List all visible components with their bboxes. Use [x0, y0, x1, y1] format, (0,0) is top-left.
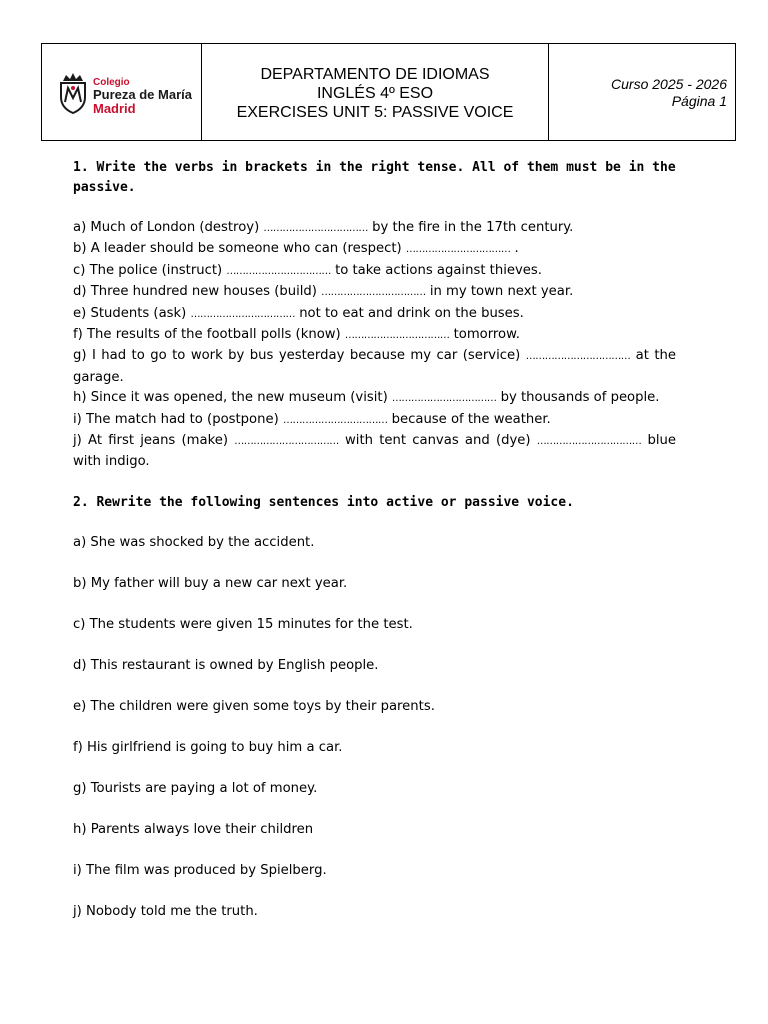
- logo-line-city: Madrid: [93, 101, 136, 116]
- item-text: g) I had to go to work by bus yesterday because my car (service): [73, 348, 526, 364]
- item-text: by thousands of people.: [496, 390, 660, 406]
- header-title-cell: [202, 44, 549, 140]
- answer-blank[interactable]: ……………………………: [536, 436, 642, 448]
- header-table: [41, 43, 736, 141]
- page-number: Página 1: [671, 93, 727, 109]
- exercise1-item: [73, 325, 676, 346]
- item-text: j) At first jeans (make): [73, 433, 235, 449]
- exercise2-item: f) His girlfriend is going to buy him a car.: [73, 739, 343, 755]
- item-text: by the fire in the 17th century.: [367, 220, 574, 235]
- exercise2-list: [73, 533, 676, 922]
- department-title: DEPARTAMENTO DE IDIOMAS: [260, 66, 490, 83]
- worksheet-content: [73, 158, 676, 943]
- exercise1-item: [73, 410, 676, 431]
- exercise2-item: i) The film was produced by Spielberg.: [73, 862, 327, 878]
- exercise2-item: d) This restaurant is owned by English people.: [73, 657, 379, 673]
- item-text: a) Much of London (destroy): [73, 220, 264, 235]
- exercise1-item: [73, 388, 676, 409]
- exercise2-item: h) Parents always love their children: [73, 821, 314, 837]
- exercise2-item: g) Tourists are paying a lot of money.: [73, 780, 318, 796]
- item-text: because of the weather.: [387, 411, 551, 427]
- item-text: b) A leader should be someone who can (respect): [73, 241, 406, 257]
- exercise2-item: c) The students were given 15 minutes for the test.: [73, 616, 413, 632]
- item-text: .: [510, 241, 519, 257]
- logo-line-colegio: Colegio: [93, 77, 130, 88]
- answer-blank[interactable]: ……………………………: [190, 308, 295, 320]
- item-text: h) Since it was opened, the new museum (visit): [73, 390, 392, 406]
- exercise1-item: [73, 239, 676, 260]
- answer-blank[interactable]: ……………………………: [263, 223, 368, 234]
- exercise1-item: [73, 218, 676, 239]
- item-text: to take actions against thieves.: [330, 262, 542, 278]
- answer-blank[interactable]: ……………………………: [391, 393, 497, 405]
- item-text: not to eat and drink on the buses.: [295, 305, 524, 321]
- unit-title: EXERCISES UNIT 5: PASSIVE VOICE: [236, 104, 514, 121]
- answer-blank[interactable]: ……………………………: [226, 265, 331, 277]
- exercise2-item: e) The children were given some toys by their parents.: [73, 698, 435, 714]
- exercise1-item: [73, 431, 676, 473]
- subject-title: INGLÉS 4º ESO: [316, 85, 434, 102]
- exercise2-item: j) Nobody told me the truth.: [73, 903, 258, 919]
- item-text: c) The police (instruct): [73, 262, 227, 278]
- item-text: in my town next year.: [425, 284, 574, 300]
- item-text: e) Students (ask): [73, 305, 191, 321]
- answer-blank[interactable]: ……………………………: [282, 414, 388, 426]
- exercise2-title: 2. Rewrite the following sentences into active or passive voice.: [73, 494, 574, 510]
- item-text: tomorrow.: [449, 327, 520, 343]
- logo-line-name: Pureza de María: [93, 87, 192, 102]
- exercise1-item: [73, 304, 676, 325]
- header-info-cell: [549, 44, 735, 140]
- exercise2-item: b) My father will buy a new car next year.: [73, 575, 348, 591]
- answer-blank[interactable]: ……………………………: [321, 287, 426, 299]
- exercise2-item: a) She was shocked by the accident.: [73, 534, 315, 550]
- exercise1-list: [73, 218, 676, 473]
- item-text: i) The match had to (postpone): [73, 411, 283, 427]
- exercise1-item: [73, 346, 676, 388]
- answer-blank[interactable]: ……………………………: [405, 244, 511, 256]
- item-text: f) The results of the football polls (know): [73, 327, 345, 343]
- answer-blank[interactable]: ……………………………: [234, 436, 339, 448]
- exercise1-item: [73, 261, 676, 282]
- answer-blank[interactable]: ……………………………: [525, 351, 631, 363]
- item-text: with tent canvas and (dye): [338, 433, 537, 449]
- exercise1-title: 1. Write the verbs in brackets in the right tense. All of them must be in the passive.: [73, 160, 676, 195]
- exercise1-item: [73, 282, 676, 303]
- logo-cell: [42, 44, 202, 140]
- school-crest-icon: [58, 72, 88, 114]
- item-text: at the garage.: [73, 348, 676, 385]
- item-text: d) Three hundred new houses (build): [73, 284, 322, 300]
- item-text: blue with indigo.: [73, 433, 676, 470]
- answer-blank[interactable]: ……………………………: [344, 330, 450, 342]
- school-logo-text: [93, 77, 192, 116]
- course-year: Curso 2025 - 2026: [611, 76, 727, 92]
